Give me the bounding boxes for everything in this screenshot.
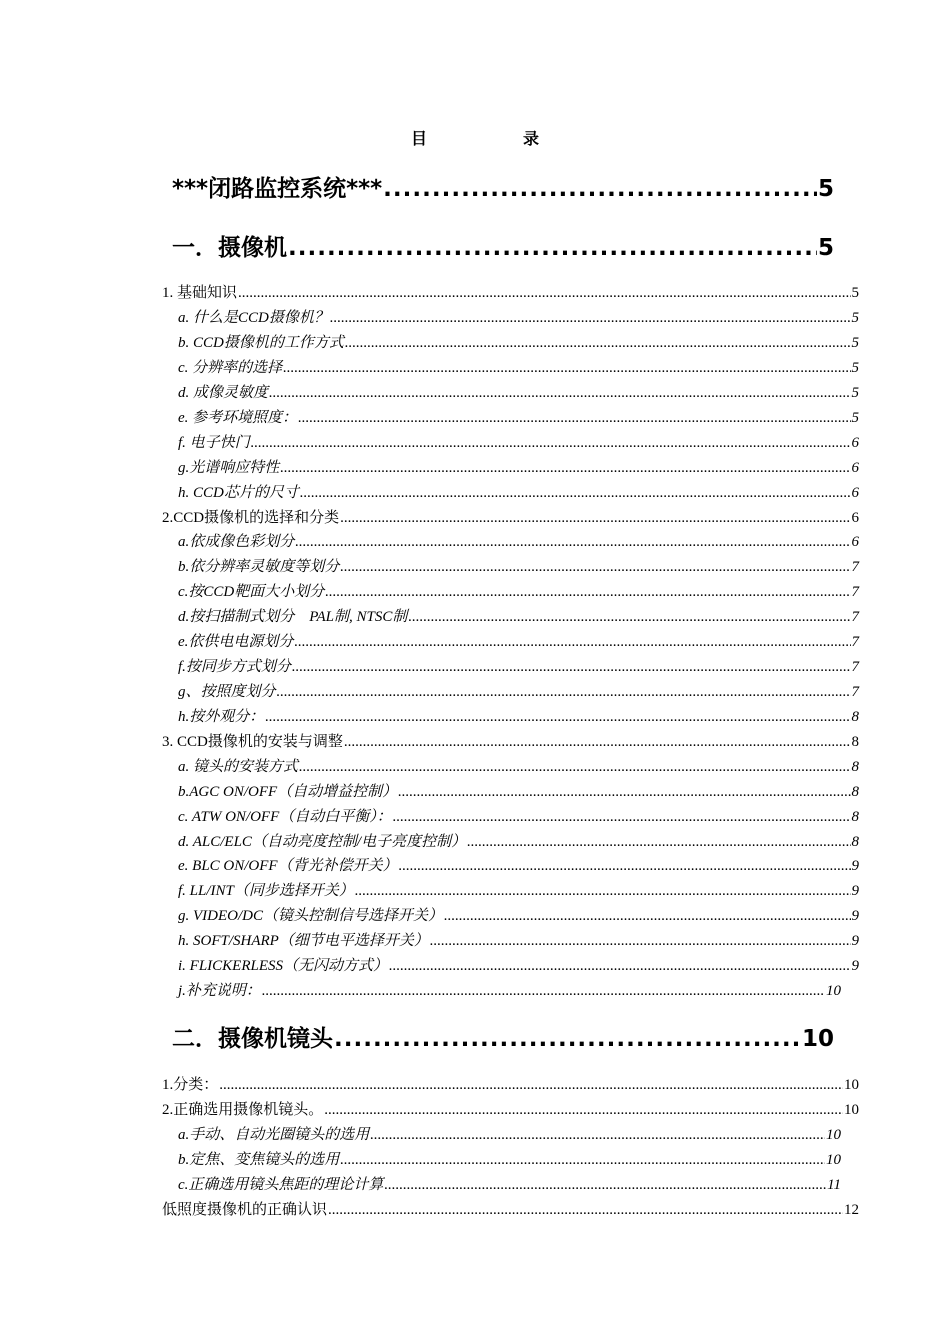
toc-entry-label: e.依供电电源划分 xyxy=(178,634,294,650)
dot-leader xyxy=(340,510,850,527)
toc-entry-label: a.依成像色彩划分 xyxy=(178,534,295,550)
toc-entry[interactable] xyxy=(178,929,859,951)
toc-entry-page-number: 5 xyxy=(851,335,859,351)
toc-entry-label: c.正确选用镜头焦距的理论计算 xyxy=(178,1177,384,1193)
toc-entry-label: b.定焦、变焦镜头的选用 xyxy=(178,1152,340,1168)
toc-entry-label: 1. 基础知识 xyxy=(162,285,238,301)
dot-leader xyxy=(238,285,850,302)
toc-entry-page-number: 7 xyxy=(851,609,859,625)
toc-entry-page-number: 6 xyxy=(851,485,859,501)
toc-entry[interactable] xyxy=(178,805,859,827)
toc-entry[interactable] xyxy=(178,481,859,503)
dot-leader xyxy=(355,883,851,900)
toc-entry[interactable] xyxy=(178,381,859,403)
toc-entry-label: 2.CCD摄像机的选择和分类 xyxy=(162,510,340,526)
dot-leader xyxy=(430,933,851,950)
toc-entry[interactable] xyxy=(178,904,859,926)
toc-entry[interactable] xyxy=(162,506,859,528)
toc-entry[interactable] xyxy=(178,1123,841,1145)
dot-leader xyxy=(288,235,817,261)
toc-entry[interactable] xyxy=(162,730,859,752)
toc-entry-page-number: 8 xyxy=(851,709,859,725)
dot-leader xyxy=(325,584,850,601)
toc-entry-page-number: 5 xyxy=(851,310,859,326)
toc-entry-label: 1.分类： xyxy=(162,1077,219,1093)
dot-leader xyxy=(219,1077,843,1094)
toc-entry-page-number: 9 xyxy=(851,908,859,924)
dot-leader xyxy=(265,709,850,726)
dot-leader xyxy=(393,809,851,826)
dot-leader xyxy=(344,734,851,751)
dot-leader xyxy=(251,435,851,452)
toc-entry-page-number: 9 xyxy=(851,958,859,974)
toc-entry[interactable] xyxy=(178,431,859,453)
toc-entry-label: h. CCD芯片的尺寸 xyxy=(178,485,299,501)
toc-entry[interactable] xyxy=(172,229,834,259)
dot-leader xyxy=(300,485,851,502)
toc-entry-label: d. 成像灵敏度 xyxy=(178,385,269,401)
toc-entry-label: h.按外观分： xyxy=(178,709,265,725)
toc-entry-page-number: 10 xyxy=(844,1077,859,1093)
toc-entry[interactable] xyxy=(178,1148,841,1170)
toc-entry[interactable] xyxy=(178,406,859,428)
dot-leader xyxy=(370,1127,825,1144)
toc-entry-page-number: 10 xyxy=(826,1152,841,1168)
dot-leader xyxy=(280,460,850,477)
toc-entry[interactable] xyxy=(178,979,841,1001)
toc-entry[interactable] xyxy=(178,580,859,602)
toc-entry[interactable] xyxy=(162,1098,859,1120)
toc-entry-page-number: 5 xyxy=(851,360,859,376)
toc-entry-page-number: 6 xyxy=(851,534,859,550)
toc-entry-page-number: 12 xyxy=(844,1202,859,1218)
toc-entry[interactable] xyxy=(178,555,859,577)
toc-entry-page-number: 6 xyxy=(851,460,859,476)
toc-entry-page-number: 5 xyxy=(851,385,859,401)
toc-entry[interactable] xyxy=(162,1198,859,1220)
toc-entry-page-number: 11 xyxy=(827,1177,841,1193)
toc-entry-label: f.按同步方式划分 xyxy=(178,659,291,675)
toc-entry-label: 一．摄像机 xyxy=(172,235,287,261)
toc-entry-page-number: 5 xyxy=(817,176,834,202)
toc-entry-page-number: 7 xyxy=(851,559,859,575)
toc-entry-label: d.按扫描制式划分 PAL制, NTSC制 xyxy=(178,609,408,625)
dot-leader xyxy=(340,1152,825,1169)
toc-entry-page-number: 7 xyxy=(851,659,859,675)
dot-leader xyxy=(399,858,851,875)
toc-entry-page-number: 9 xyxy=(851,883,859,899)
toc-entry-label: b.依分辨率灵敏度等划分 xyxy=(178,559,340,575)
toc-entry[interactable] xyxy=(178,530,859,552)
toc-entry-label: e. BLC ON/OFF（背光补偿开关） xyxy=(178,858,398,874)
toc-entry[interactable] xyxy=(162,1073,859,1095)
toc-entry[interactable] xyxy=(178,854,859,876)
toc-entry-page-number: 7 xyxy=(851,584,859,600)
toc-entry[interactable] xyxy=(178,605,859,627)
toc-entry[interactable] xyxy=(178,680,859,702)
toc-entry-label: 2.正确选用摄像机镜头。 xyxy=(162,1102,324,1118)
dot-leader xyxy=(277,684,851,701)
dot-leader xyxy=(283,360,850,377)
dot-leader xyxy=(299,759,850,776)
toc-entry-label: a. 什么是CCD摄像机？ xyxy=(178,310,329,326)
toc-entry-page-number: 8 xyxy=(851,759,859,775)
toc-entry-label: 低照度摄像机的正确认识 xyxy=(162,1202,328,1218)
toc-entry-label: ***闭路监控系统*** xyxy=(172,176,383,202)
toc-entry-label: d. ALC/ELC（自动亮度控制/电子亮度控制） xyxy=(178,834,467,850)
toc-entry-page-number: 9 xyxy=(851,858,859,874)
toc-entry[interactable] xyxy=(178,954,859,976)
dot-leader xyxy=(262,983,825,1000)
dot-leader xyxy=(444,908,851,925)
toc-entry-label: i. FLICKERLESS（无闪动方式） xyxy=(178,958,389,974)
dot-leader xyxy=(408,609,850,626)
toc-entry[interactable] xyxy=(178,1173,841,1195)
dot-leader xyxy=(345,335,851,352)
dot-leader xyxy=(383,176,817,202)
toc-title: 目 录 xyxy=(410,129,579,148)
toc-entry-label: c. ATW ON/OFF（自动白平衡）： xyxy=(178,809,392,825)
toc-entry-label: b. CCD摄像机的工作方式 xyxy=(178,335,344,351)
toc-entry-label: e. 参考环境照度： xyxy=(178,410,298,426)
toc-entry-label: 二．摄像机镜头 xyxy=(172,1026,333,1052)
toc-entry[interactable] xyxy=(178,356,859,378)
dot-leader xyxy=(295,534,850,551)
toc-entry[interactable] xyxy=(178,755,859,777)
toc-entry-page-number: 9 xyxy=(851,933,859,949)
toc-entry[interactable] xyxy=(172,1020,834,1050)
toc-entry-page-number: 10 xyxy=(826,983,841,999)
toc-entry-page-number: 8 xyxy=(851,784,859,800)
toc-entry-label: h. SOFT/SHARP（细节电平选择开关） xyxy=(178,933,429,949)
toc-entry[interactable] xyxy=(178,705,859,727)
toc-entry-label: b.AGC ON/OFF（自动增益控制） xyxy=(178,784,398,800)
toc-entry[interactable] xyxy=(178,456,859,478)
toc-entry[interactable] xyxy=(172,170,834,200)
dot-leader xyxy=(298,410,850,427)
toc-entry-label: g、按照度划分 xyxy=(178,684,276,700)
dot-leader xyxy=(328,1202,843,1219)
toc-entry-page-number: 10 xyxy=(801,1026,834,1052)
toc-entry[interactable] xyxy=(178,630,859,652)
toc-entry[interactable] xyxy=(178,780,859,802)
dot-leader xyxy=(330,310,851,327)
dot-leader xyxy=(334,1026,801,1052)
toc-entry-page-number: 8 xyxy=(851,809,859,825)
toc-entry-label: g.光谱响应特性 xyxy=(178,460,280,476)
toc-entry[interactable] xyxy=(178,879,859,901)
toc-entry-page-number: 5 xyxy=(851,285,859,301)
dot-leader xyxy=(294,634,850,651)
toc-entry-label: a.手动、自动光圈镜头的选用 xyxy=(178,1127,370,1143)
toc-entry-page-number: 6 xyxy=(851,510,859,526)
toc-entry-page-number: 8 xyxy=(851,834,859,850)
toc-entry[interactable] xyxy=(178,655,859,677)
toc-entry-label: g. VIDEO/DC（镜头控制信号选择开关） xyxy=(178,908,443,924)
toc-entry[interactable] xyxy=(162,281,859,303)
dot-leader xyxy=(384,1177,826,1194)
dot-leader xyxy=(389,958,850,975)
toc-entry[interactable] xyxy=(178,306,859,328)
toc-entry-page-number: 5 xyxy=(817,235,834,261)
toc-entry-page-number: 10 xyxy=(826,1127,841,1143)
toc-entry-label: j.补充说明： xyxy=(178,983,261,999)
toc-entry-page-number: 6 xyxy=(851,435,859,451)
toc-entry-label: c.按CCD靶面大小划分 xyxy=(178,584,325,600)
toc-entry-page-number: 5 xyxy=(851,410,859,426)
dot-leader xyxy=(398,784,850,801)
toc-entry[interactable] xyxy=(178,331,859,353)
toc-entry-label: f. 电子快门 xyxy=(178,435,250,451)
dot-leader xyxy=(467,834,850,851)
dot-leader xyxy=(269,385,850,402)
dot-leader xyxy=(340,559,850,576)
toc-entry-page-number: 10 xyxy=(844,1102,859,1118)
toc-entry-label: a. 镜头的安装方式 xyxy=(178,759,299,775)
toc-entry[interactable] xyxy=(178,830,859,852)
dot-leader xyxy=(324,1102,843,1119)
dot-leader xyxy=(292,659,851,676)
toc-entry-label: f. LL/INT（同步选择开关） xyxy=(178,883,354,899)
toc-entry-page-number: 7 xyxy=(851,634,859,650)
toc-entry-label: c. 分辨率的选择 xyxy=(178,360,283,376)
toc-entry-page-number: 7 xyxy=(851,684,859,700)
toc-entry-label: 3. CCD摄像机的安装与调整 xyxy=(162,734,343,750)
toc-entry-page-number: 8 xyxy=(851,734,859,750)
